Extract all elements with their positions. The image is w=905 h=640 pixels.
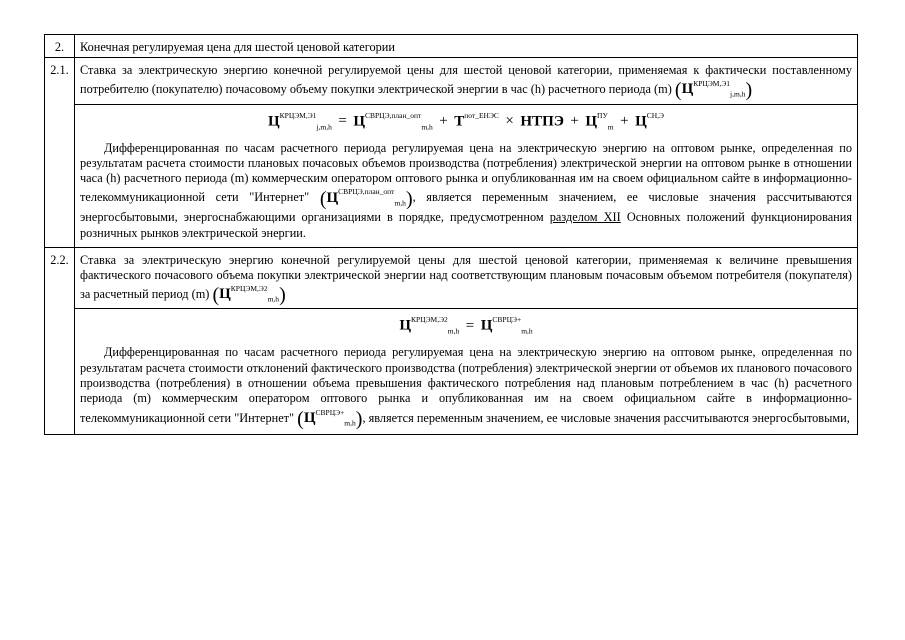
definition-paragraph: Дифференцированная по часам расчетного периода регулируемая цена на электрическую энергию на оптовом рынке, определенная по результатам расчета стоимости плановых почасовых объемов производства (потребления) электрической энергии на оптовом рынке в отношении часа (h) расчетного периода (m) коммерческим оператором оптового рынка и опубликованная им на своем официальном сайте в информационно-телекоммуникационной сети "Интернет" $(Ц^{СВРЦЭ,план\_опт}_{m,h})$, является переменным значением, ее числовые значения рассчитываются энергосбытовыми, энергоснабжающими организациями в порядке, предусмотренном разделом XII Основных положений функционирования розничных рынков электрической энергии. [80,140,853,240]
rate-description-text: Ставка за электрическую энергию конечной регулируемой цены для шестой ценовой категории, применяемая к фактически поставленному потребителю (покупателю) почасовому объему покупки электрической энергии в час (h) расчетного периода (m) [80,63,852,97]
formula-e2: $Ц^{КРЦЭМ,Э2}_{m,h} = Ц^{СВРЦЭ+}_{m,h}$ [399,315,533,336]
row-number: 2. [45,35,75,58]
rate-symbol: $(Ц^{КРЦЭМ,Э2}_{m,h})$ [212,283,286,306]
formula-cell [75,309,858,435]
definition-paragraph: Дифференцированная по часам расчетного периода регулируемая цена на электрическую энергию на оптовом рынке, определенная по результатам расчета стоимости отклонений фактического производства (потребления) электрической энергии от объемов их планового почасового производства (потребления) в отношении объема превышения фактического потребления над плановым потреблением в час (h) расчетного периода (m) коммерческим оператором оптового рынка и опубликованная им на своем официальном сайте в информационно-телекоммуникационной сети "Интернет" $(Ц^{СВРЦЭ+}_{m,h})$, является переменным значением, ее числовые значения рассчитываются энергосбытовыми, [80,345,852,430]
price-table [44,34,858,435]
rate-symbol: $(Ц^{КРЦЭМ,Э1}_{j,m,h})$ [674,79,753,102]
row-2-1 [45,58,858,105]
section-xii-link[interactable]: разделом XII [549,210,621,225]
section-title [75,35,858,58]
formula-e1: $Ц^{КРЦЭМ,Э1}_{j,m,h} = Ц^{СВРЦЭ,план\_опт}_{m,h} + Т^{пот\_ЕНЭС}$ × НТПЭ + $Ц^{ПУ}_m + Ц^{СН,Э}$ [267,110,665,131]
section-title-text: Конечная регулируемая цена для шестой ценовой категории [80,40,395,54]
row-2-2 [45,247,858,309]
rate-description-text: Ставка за электрическую энергию конечной регулируемой цены для шестой ценовой категории, применяемая к величине превышения фактического почасового объема покупки электрической энергии над соответствующим плановым почасовым объемом потребителя (покупателя) за расчетный период (m) [80,252,852,301]
row-2 [45,35,858,58]
row-2-1-formula [45,104,858,247]
row-2-2-formula [45,309,858,435]
formula-cell [75,104,858,247]
row-number: 2.2. [45,247,75,435]
rate-description [75,58,858,105]
rate-description [75,247,858,309]
row-number: 2.1. [45,58,75,248]
